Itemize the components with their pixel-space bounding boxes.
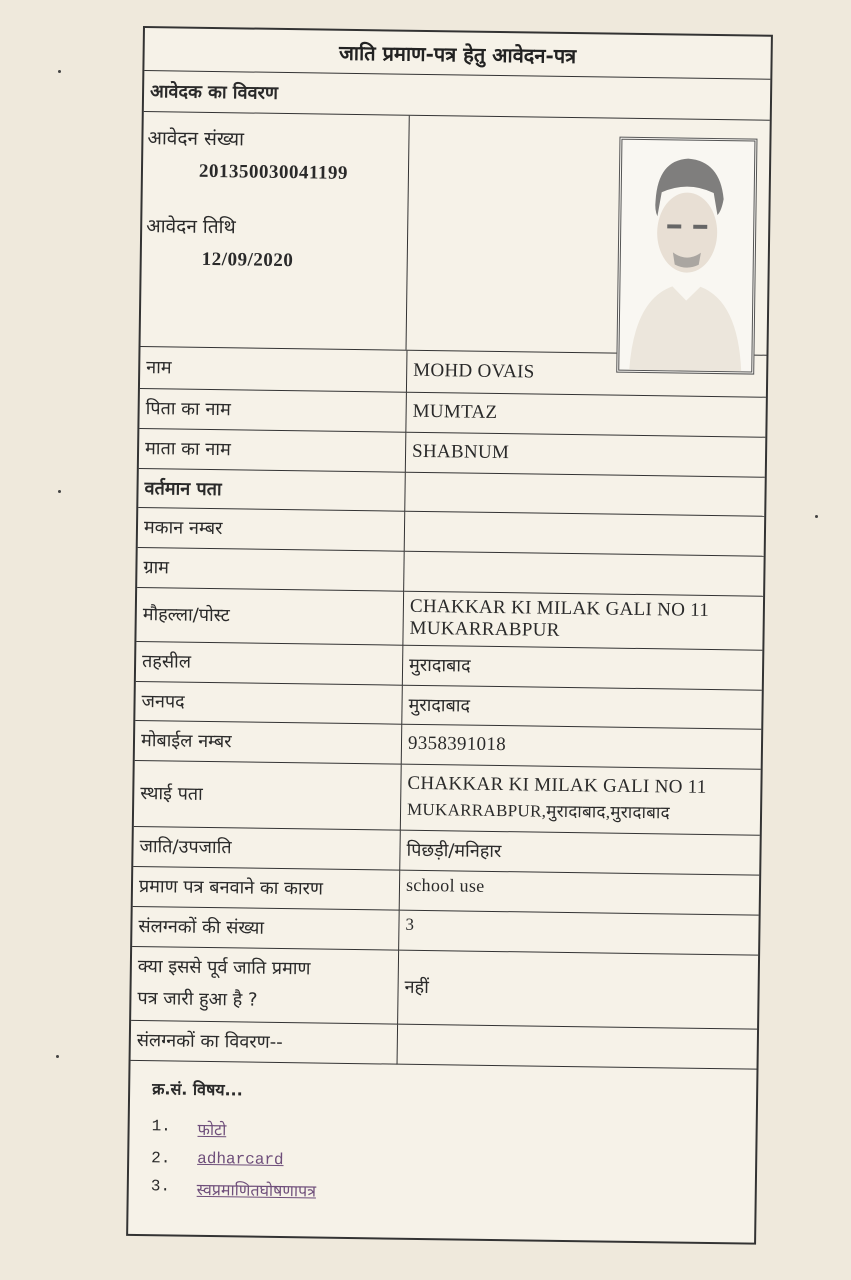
village-value — [404, 551, 764, 596]
name-value: MOHD OVAIS — [406, 351, 766, 397]
current-address-value — [405, 472, 765, 516]
district-value: मुरादाबाद — [402, 685, 762, 729]
form-title: जाति प्रमाण-पत्र हेतु आवेदन-पत्र — [144, 28, 771, 80]
margin-dot — [58, 490, 61, 493]
permanent-address-value — [400, 764, 760, 835]
list-item — [151, 1149, 755, 1175]
mobile-label: मोबाईल नम्बर — [135, 720, 402, 764]
house-number-label: मकान नम्बर — [138, 507, 405, 551]
permanent-address-line1: CHAKKAR KI MILAK GALI NO 11 — [407, 772, 707, 798]
previous-issued-label — [131, 946, 399, 1024]
locality-value-line2: MUKARRABPUR — [409, 617, 560, 641]
applicant-details-table — [131, 347, 767, 1069]
reason-value: school use — [399, 870, 759, 915]
margin-dot — [58, 70, 61, 73]
locality-value — [403, 591, 763, 650]
photo-area — [407, 116, 770, 355]
attachments-list — [129, 1060, 757, 1207]
village-label: ग्राम — [137, 547, 404, 591]
application-info — [141, 112, 410, 350]
attachments-detail-value — [397, 1024, 757, 1069]
applicant-photo — [616, 137, 757, 375]
current-address-label: वर्तमान पता — [138, 468, 405, 511]
application-info-block — [141, 112, 770, 356]
section-title: आवेदक का विवरण — [144, 71, 771, 121]
tehsil-value: मुरादाबाद — [402, 645, 762, 690]
application-number-label: आवेदन संख्या — [147, 127, 245, 151]
previous-issued-value: नहीं — [398, 950, 758, 1029]
tehsil-label: तहसील — [136, 641, 403, 685]
list-item-number: 1. — [151, 1116, 171, 1135]
caste-label: जाति/उपजाति — [133, 826, 400, 870]
mother-name-value: SHABNUM — [405, 432, 765, 477]
applicant-portrait-icon — [619, 140, 754, 372]
application-date-label: आवेदन तिथि — [146, 215, 236, 239]
permanent-address-line2: MUKARRABPUR,मुरादाबाद,मुरादाबाद — [406, 799, 671, 823]
attachments-count-value: 3 — [399, 910, 759, 955]
attachment-link-adharcard[interactable]: adharcard — [197, 1149, 284, 1169]
attachments-detail-label: संलग्नकों का विवरण-- — [131, 1020, 398, 1064]
list-item-number: 2. — [151, 1148, 171, 1167]
permanent-address-label: स्थाई पता — [134, 760, 401, 830]
margin-dot — [56, 1055, 59, 1058]
locality-label: मौहल्ला/पोस्ट — [136, 587, 403, 645]
attachments-list-header: क्र.सं. विषय... — [152, 1078, 243, 1099]
district-label: जनपद — [135, 681, 402, 724]
house-number-value — [404, 511, 764, 556]
row-permanent-address — [134, 760, 761, 835]
father-name-value: MUMTAZ — [406, 392, 766, 437]
application-number: 201350030041199 — [198, 160, 349, 184]
list-item — [151, 1177, 755, 1207]
previous-issued-label-line2: पत्र जारी हुआ है ? — [137, 988, 258, 1011]
name-label: नाम — [140, 347, 407, 392]
locality-value-line1: CHAKKAR KI MILAK GALI NO 11 — [409, 595, 710, 621]
mother-name-label: माता का नाम — [139, 428, 406, 472]
attachments-count-label: संलग्नकों की संख्या — [132, 906, 399, 950]
row-previous-issued — [131, 946, 758, 1029]
father-name-label: पिता का नाम — [139, 388, 406, 432]
attachment-link-photo[interactable]: फोटो — [197, 1121, 227, 1140]
attachment-link-self-declaration[interactable]: स्वप्रमाणितघोषणापत्र — [196, 1181, 317, 1202]
row-locality — [136, 587, 763, 650]
margin-dot — [815, 515, 818, 518]
mobile-value: 9358391018 — [401, 724, 761, 769]
previous-issued-label-line1: क्या इससे पूर्व जाति प्रमाण — [137, 956, 311, 980]
caste-certificate-application-form — [126, 26, 773, 1245]
list-item — [151, 1117, 755, 1147]
application-date: 12/09/2020 — [201, 248, 294, 272]
caste-value: पिछड़ी/मनिहार — [400, 830, 760, 875]
list-item-number: 3. — [150, 1176, 171, 1195]
reason-label: प्रमाण पत्र बनवाने का कारण — [133, 866, 400, 910]
